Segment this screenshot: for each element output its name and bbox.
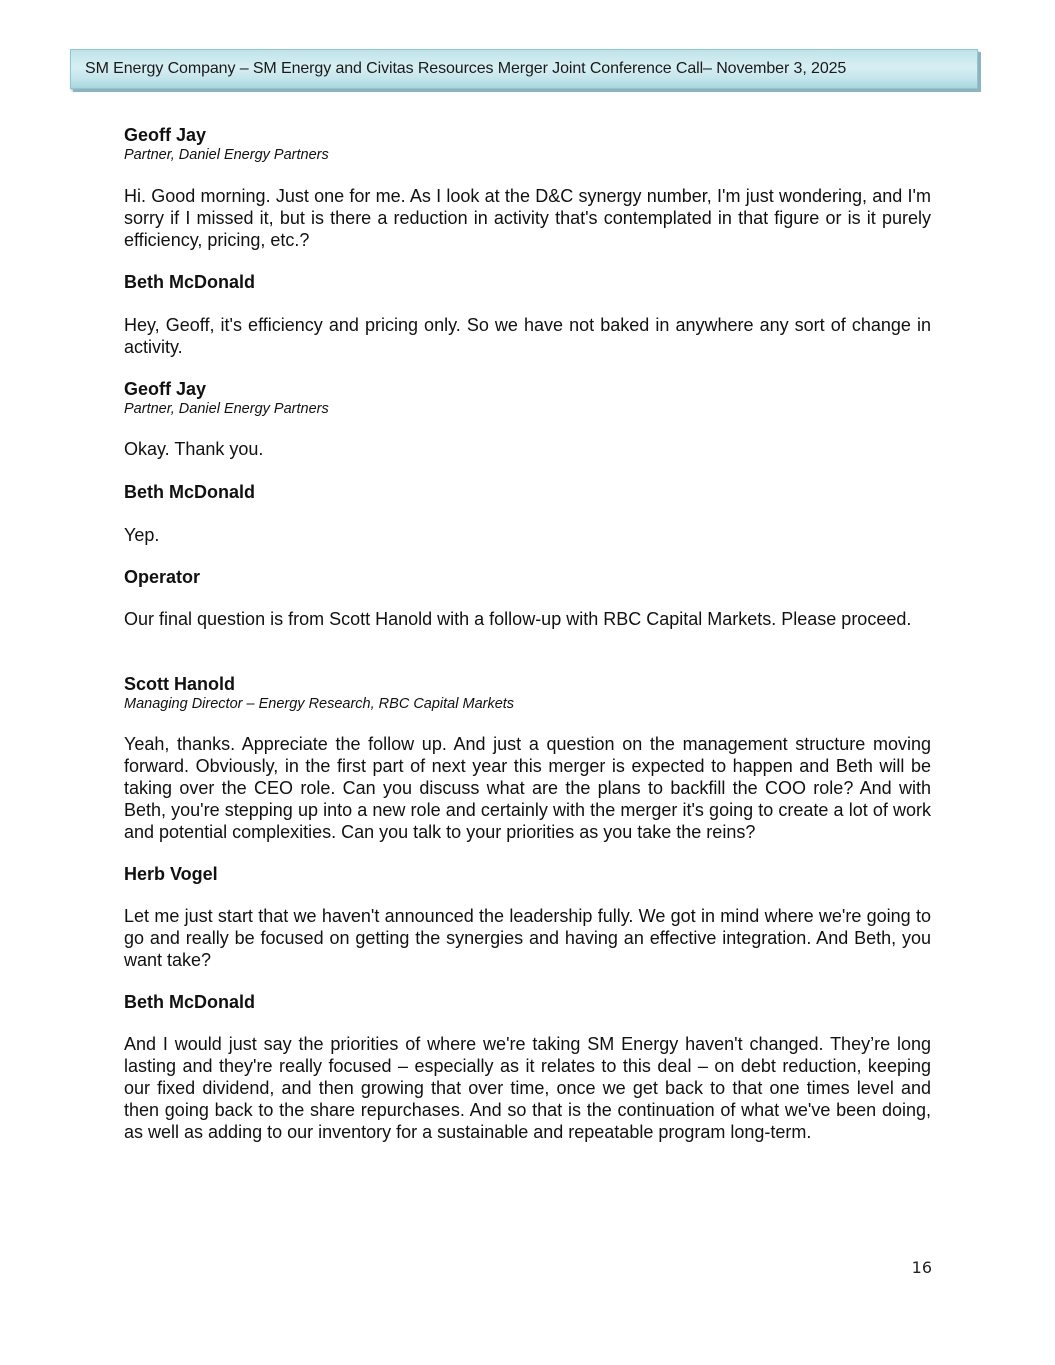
transcript-text-block [124, 314, 931, 358]
speech-text: And I would just say the priorities of where we're taking SM Energy haven't changed. They’re long lasting and they're really focused – especially as it relates to this deal – on debt reduction, keeping our fixed dividend, and then growing that over time, once we get back to that one times level and then going back to the share repurchases. And so that is the continuation of what we've been doing, as well as adding to our inventory for a sustainable and repeatable program long-term. [124, 1034, 931, 1142]
speaker-role: Partner, Daniel Energy Partners [124, 147, 329, 163]
speech-text: Hi. Good morning. Just one for me. As I look at the D&C synergy number, I'm just wondering, and I'm sorry if I missed it, but is there a reduction in activity that's contemplated in that figure or is it purely efficiency, pricing, etc.? [124, 186, 931, 250]
transcript-text-block [124, 524, 931, 546]
speech-text: Our final question is from Scott Hanold with a follow-up with RBC Capital Markets. Please proceed. [124, 609, 912, 629]
transcript-text-block [124, 733, 931, 843]
transcript-text-block [124, 438, 931, 460]
speaker-name: Geoff Jay [124, 379, 207, 399]
transcript-entry [124, 991, 931, 1013]
transcript-entry [124, 481, 931, 503]
transcript-text-block [124, 1033, 931, 1143]
transcript-text-block [124, 185, 931, 251]
header-banner [70, 49, 978, 89]
transcript-text-block [124, 905, 931, 971]
transcript-text-block [124, 608, 931, 630]
speaker-name: Beth McDonald [124, 992, 256, 1012]
transcript-entry [124, 566, 931, 588]
speech-text: Let me just start that we haven't announced the leadership fully. We got in mind where we're going to go and really be focused on getting the synergies and having an effective integration. And Beth, you want take? [124, 906, 931, 970]
document-title: SM Energy Company – SM Energy and Civitas Resources Merger Joint Conference Call– November 3, 2025 [85, 60, 847, 77]
speaker-role: Partner, Daniel Energy Partners [124, 401, 329, 417]
speech-text: Yeah, thanks. Appreciate the follow up. And just a question on the management structure moving forward. Obviously, in the first part of next year this merger is expected to happen and Beth will be taking over the CEO role. Can you discuss what are the plans to backfill the COO role? And with Beth, you're stepping up into a new role and certainly with the merger it's going to create a lot of work and potential complexities. Can you talk to your priorities as you take the reins? [124, 734, 931, 842]
transcript-entry [124, 124, 931, 164]
transcript-entry [124, 863, 931, 885]
speech-text: Okay. Thank you. [124, 439, 264, 459]
speech-text: Hey, Geoff, it's efficiency and pricing only. So we have not baked in anywhere any sort of change in activity. [124, 315, 931, 357]
transcript-entry [124, 378, 931, 418]
speaker-name: Operator [124, 567, 201, 587]
speech-text: Yep. [124, 525, 160, 545]
speaker-name: Geoff Jay [124, 125, 207, 145]
speaker-name: Scott Hanold [124, 674, 235, 694]
speaker-role: Managing Director – Energy Research, RBC Capital Markets [124, 696, 515, 712]
transcript-entry [124, 673, 931, 713]
speaker-name: Herb Vogel [124, 864, 218, 884]
page-number: 16 [911, 1258, 932, 1277]
speaker-name: Beth McDonald [124, 272, 256, 292]
speaker-name: Beth McDonald [124, 482, 256, 502]
transcript-entry [124, 271, 931, 293]
